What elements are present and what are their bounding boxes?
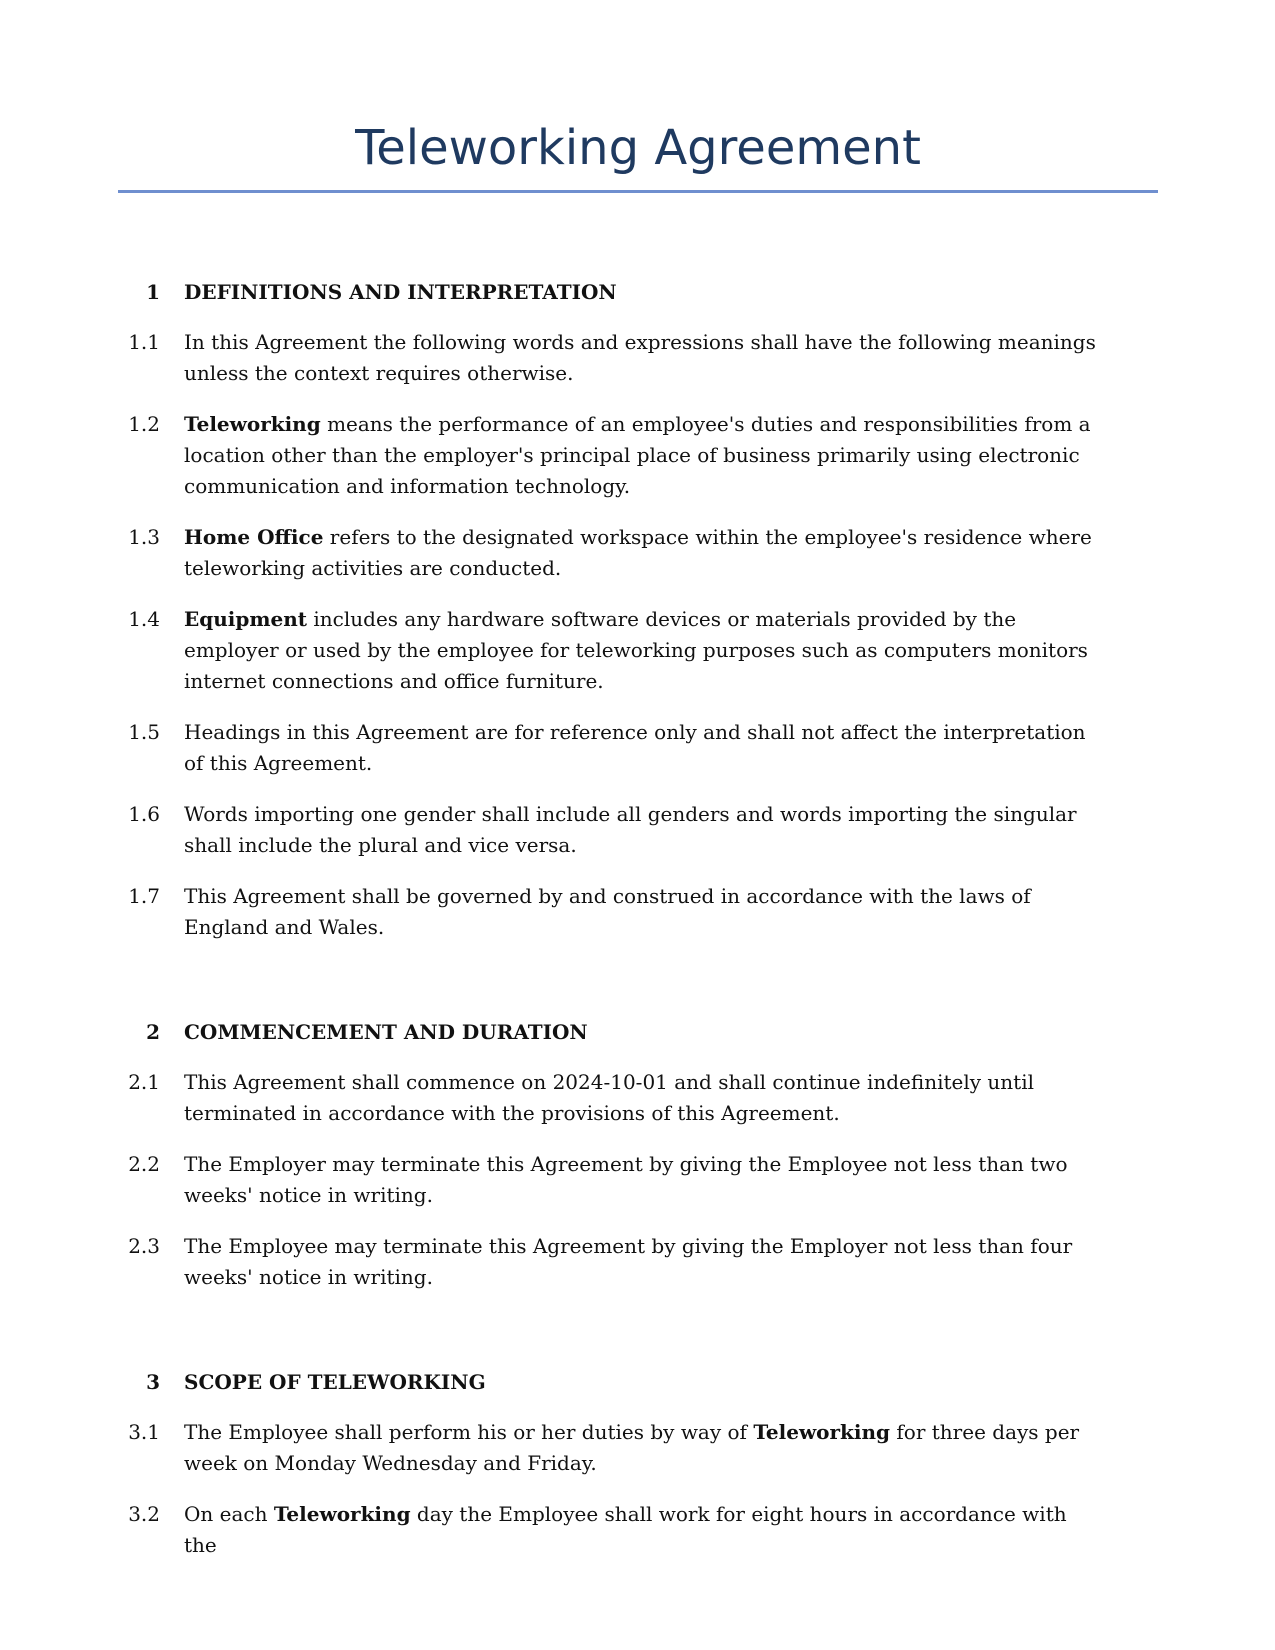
definition-text: means the performance of an employee's duties and responsibilities from a location other than the employer's principal place of business primarily using electronic communication and information technology. [184,412,1091,498]
section-heading [0,1017,1275,1047]
clause-text: In this Agreement the following words and expressions shall have the following meanings unless the context requires otherwise. [184,330,1096,385]
clause-number: 2.1 [128,1070,160,1094]
clause-text: Words importing one gender shall include all genders and words importing the singular shall include the plural and vice versa. [184,802,1077,857]
document-body [0,277,1275,1581]
section-number: 2 [146,1020,160,1044]
clause-1-4 [0,604,1275,697]
clause-number: 1.7 [128,884,160,908]
section-heading [0,277,1275,307]
clause-lead-text: On each [184,1502,274,1526]
clause-1-2 [0,409,1275,502]
clause-number: 1.2 [128,412,160,436]
section-heading [0,1367,1275,1397]
section-number: 1 [146,280,160,304]
clause-3-1 [0,1417,1275,1479]
clause-number: 3.2 [128,1502,160,1526]
clause-text [184,1417,1104,1479]
defined-term: Teleworking [273,1502,411,1526]
clause-number: 2.3 [128,1234,160,1258]
section-title: DEFINITIONS AND INTERPRETATION [184,280,617,304]
clause-text [184,604,1104,697]
clause-2-2 [0,1149,1275,1211]
clause-number: 1.6 [128,802,160,826]
clause-lead-text: The Employee shall perform his or her duties by way of [184,1420,754,1444]
clause-1-6 [0,799,1275,861]
clause-1-7 [0,881,1275,943]
clause-text [184,409,1104,502]
clause-1-1 [0,327,1275,389]
clause-number: 1.3 [128,525,160,549]
clause-number: 1.5 [128,720,160,744]
definition-text: includes any hardware software devices or materials provided by the employer or used by the employee for teleworking purposes such as computers monitors internet connections and office furniture. [184,607,1088,693]
clause-number: 1.1 [128,330,160,354]
clause-text [184,1499,1104,1561]
defined-term: Equipment [184,607,308,631]
clause-2-1 [0,1067,1275,1129]
clause-text: The Employee may terminate this Agreement by giving the Employer not less than four weeks' notice in writing. [184,1234,1073,1289]
section-2 [0,1017,1275,1293]
section-number: 3 [146,1370,160,1394]
section-1 [0,277,1275,943]
section-3 [0,1367,1275,1561]
document-title: Teleworking Agreement [355,120,921,176]
clause-number: 1.4 [128,607,160,631]
clause-text: This Agreement shall commence on 2024-10-01 and shall continue indefinitely until terminated in accordance with the provisions of this Agreement. [184,1070,1034,1125]
clause-text: This Agreement shall be governed by and construed in accordance with the laws of England and Wales. [184,884,1031,939]
clause-1-3 [0,522,1275,584]
clause-number: 2.2 [128,1152,160,1176]
section-title: SCOPE OF TELEWORKING [184,1370,486,1394]
clause-1-5 [0,717,1275,779]
title-underline [118,190,1158,193]
clause-text: The Employer may terminate this Agreement by giving the Employee not less than two weeks' notice in writing. [184,1152,1068,1207]
clause-2-3 [0,1231,1275,1293]
clause-trail-text: day the Employee shall work for eight hours in accordance with the [184,1502,1067,1557]
section-spacer [0,1313,1275,1367]
defined-term: Home Office [184,525,324,549]
clause-text: Headings in this Agreement are for reference only and shall not affect the interpretation of this Agreement. [184,720,1086,775]
defined-term: Teleworking [753,1420,891,1444]
section-title: COMMENCEMENT AND DURATION [184,1020,588,1044]
section-spacer [0,963,1275,1017]
defined-term: Teleworking [184,412,321,436]
clause-3-2 [0,1499,1275,1561]
clause-trail-text: for three days per week on Monday Wednesday and Friday. [184,1420,1080,1475]
definition-text: refers to the designated workspace within the employee's residence where teleworking activities are conducted. [184,525,1092,580]
clause-number: 3.1 [128,1420,160,1444]
clause-text [184,522,1104,584]
